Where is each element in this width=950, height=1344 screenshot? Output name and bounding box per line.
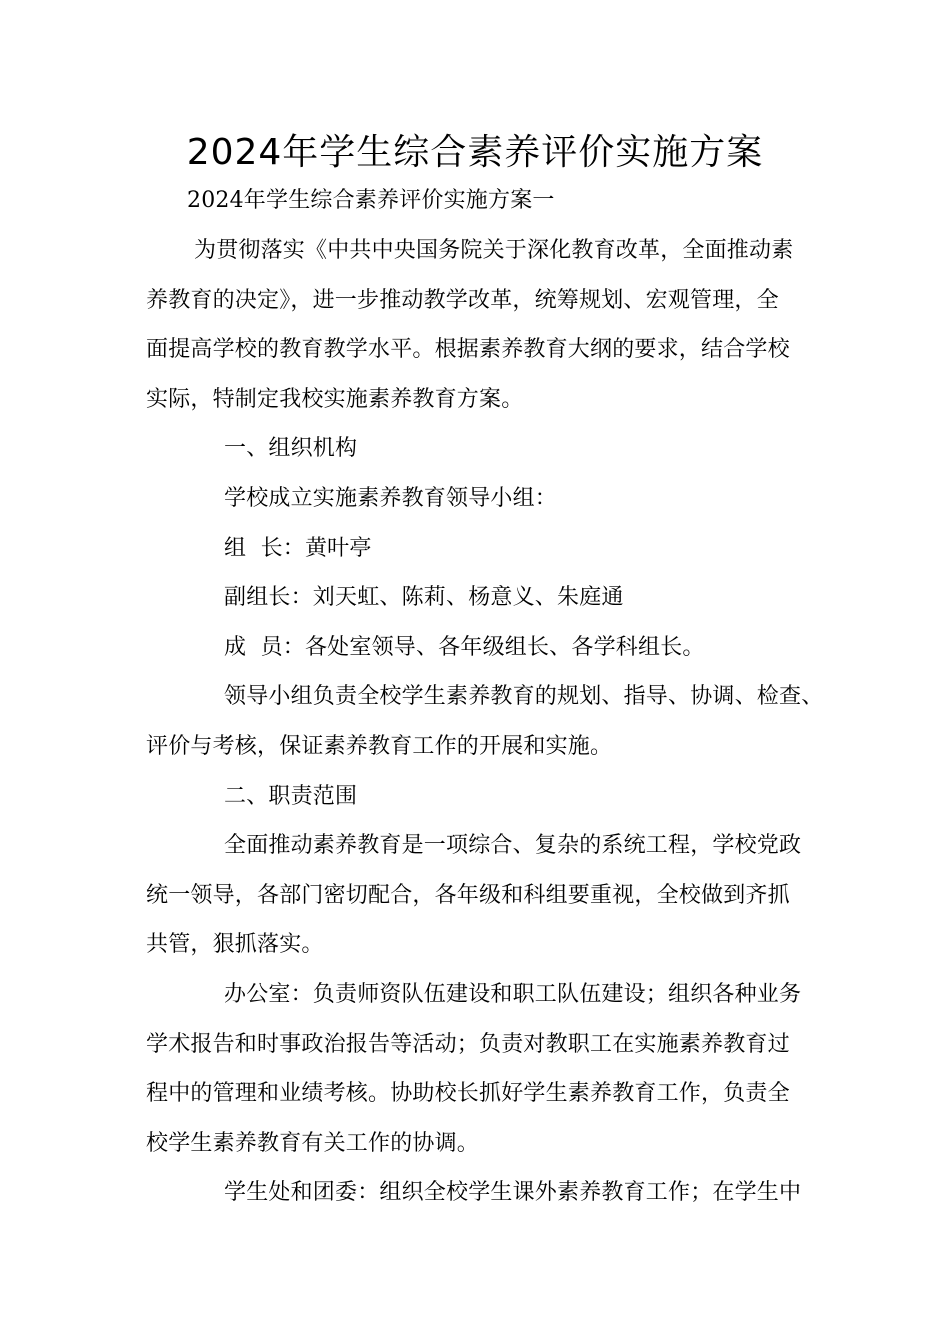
document-body [146,176,826,1218]
paragraph-line: 全面推动素养教育是一项综合、复杂的系统工程，学校党政 [224,833,802,859]
paragraph-line: 实际，特制定我校实施素养教育方案。 [146,386,524,412]
paragraph-line: 面提高学校的教育教学水平。根据素养教育大纲的要求，结合学校 [146,337,790,363]
paragraph-line: 共管，狠抓落实。 [146,932,324,958]
paragraph-line: 评价与考核，保证素养教育工作的开展和实施。 [146,733,613,759]
paragraph-line: 领导小组负责全校学生素养教育的规划、指导、协调、检查、 [224,684,824,710]
section-heading: 一、组织机构 [224,436,358,462]
paragraph-line: 学校成立实施素养教育领导小组： [224,485,558,511]
paragraph-line: 程中的管理和业绩考核。协助校长抓好学生素养教育工作，负责全 [146,1081,790,1107]
document-title: 2024年学生综合素养评价实施方案 [186,132,764,173]
paragraph-line: 办公室：负责师资队伍建设和职工队伍建设；组织各种业务 [224,981,802,1007]
paragraph-line: 副组长：刘天虹、陈莉、杨意义、朱庭通 [224,585,624,611]
paragraph-line: 成 员：各处室领导、各年级组长、各学科组长。 [224,634,705,660]
paragraph-line: 养教育的决定》，进一步推动教学改革，统筹规划、宏观管理，全 [146,287,779,313]
paragraph-line: 为贯彻落实《中共中央国务院关于深化教育改革，全面推动素 [194,238,794,263]
paragraph-line: 学术报告和时事政治报告等活动；负责对教职工在实施素养教育过 [146,1031,790,1057]
paragraph-line: 学生处和团委：组织全校学生课外素养教育工作；在学生中 [224,1180,802,1206]
document-subtitle: 2024年学生综合素养评价实施方案一 [187,188,555,213]
paragraph-line: 统一领导，各部门密切配合，各年级和科组要重视，全校做到齐抓 [146,882,790,908]
paragraph-line: 组 长：黄叶亭 [224,535,372,561]
section-heading: 二、职责范围 [224,783,358,809]
paragraph-line: 校学生素养教育有关工作的协调。 [146,1130,480,1156]
